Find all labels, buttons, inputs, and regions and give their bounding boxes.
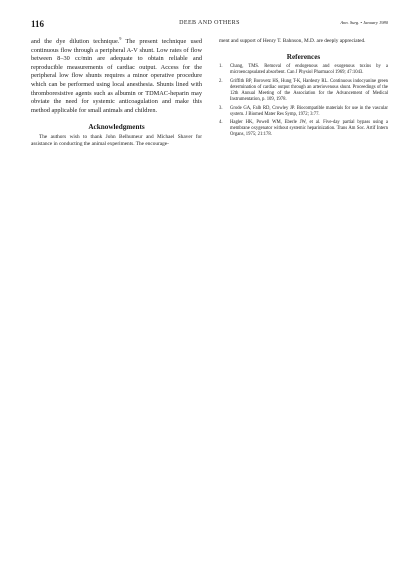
acknowledgments-text: The authors wish to thank John Belhumeur and Michael Shaver for assistance in conducting the animal experiments. The encourage-	[31, 134, 202, 148]
page-header	[31, 19, 388, 29]
reference-text: Hagler HK, Powell WM, Eberle JW, et al. Five-day partial bypass using a membrane oxygenator without systemic heparinization. Trans Am Soc. Artif Intern Organs, 1975; 21:178.	[230, 120, 388, 138]
body-text-rest: The present technique used continuous flow through a peripheral A-V shunt. Low rates of flow between 8–30 cc/min are adequate to obtain reliable and reproducible measurements of cardiac output. Access for the peripheral low flow shunts requires a minor operative procedure which can be performed using local anesthesia. Shunts lined with thromboresistive agents such as albumin or TDMAC-heparin may obviate the need for systemic anticoagulation and make this method applicable for small animals and children.	[31, 38, 202, 114]
right-column	[219, 38, 388, 141]
running-title: DEEB AND OTHERS	[179, 20, 240, 26]
reference-number: 2.	[219, 78, 223, 84]
reference-text: Chang, TMS. Removal of endogenous and exogenous toxins by a microencapsulated absorbent. Can J Physiol Pharmacol 1969; 47:1043.	[230, 64, 388, 76]
acknowledgments-heading: Acknowledgments	[88, 123, 145, 132]
reference-item	[219, 106, 388, 118]
reference-list	[219, 64, 388, 139]
reference-item	[219, 120, 388, 138]
citation-superscript: 9	[119, 35, 122, 41]
references-heading: References	[286, 53, 321, 61]
reference-text: Griffith BP, Borovetz HS, Hung T-K, Hardesty RL. Continuous indocyanine green determination of cardiac output through an arteriovenous shunt. Proceedings of the 12th Annual Meeting of the Association for the Advancement of Medical Instrumentation, p. 109, 1978.	[230, 78, 388, 102]
reference-item	[219, 79, 388, 103]
reference-text: Grode GA, Falb RD, Crowley JP. Biocompatible materials for use in the vascular system. J Biomed Mater Res Symp, 1972; 3:77.	[230, 105, 388, 117]
acknowledgments-text-continued: ment and support of Henry T. Bahnson, M.D. are deeply appreciated.	[219, 38, 366, 44]
reference-item	[219, 64, 388, 76]
body-paragraph	[31, 35, 202, 115]
journal-reference: Ann. Surg. • January 1980	[340, 20, 388, 25]
reference-number: 1.	[219, 64, 223, 69]
page-number: 116	[31, 19, 45, 29]
reference-number: 3.	[219, 105, 223, 111]
reference-number: 4.	[219, 120, 223, 126]
left-column	[31, 35, 202, 148]
body-text-start: and the dye dilution technique.	[31, 38, 120, 45]
